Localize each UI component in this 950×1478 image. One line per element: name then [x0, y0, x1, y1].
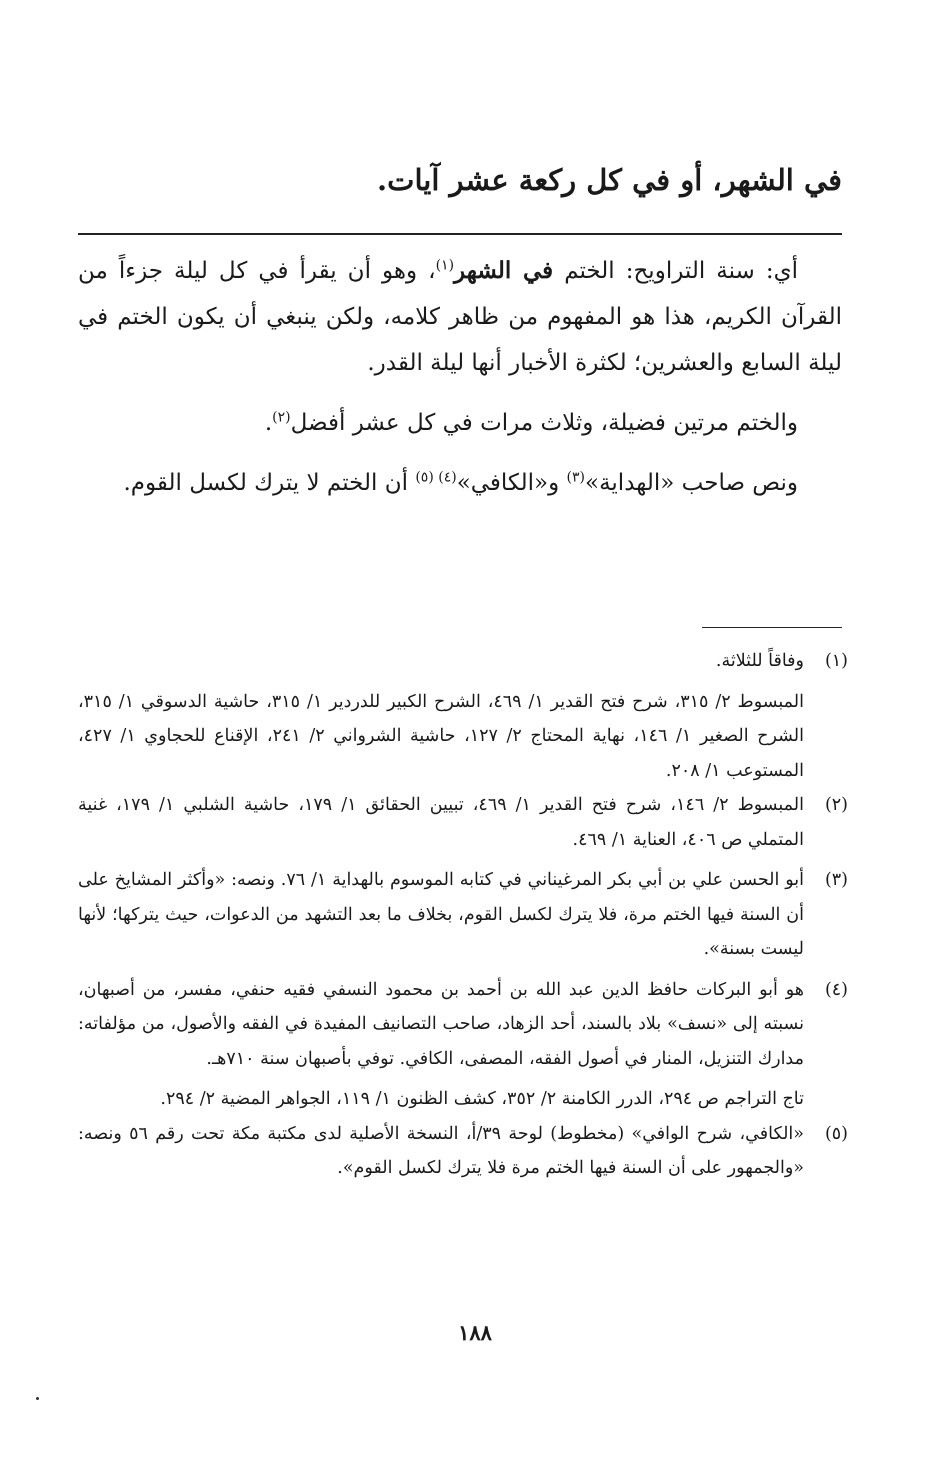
commentary-paragraph-1 [78, 248, 842, 386]
footnote-number: (٥) [824, 1123, 848, 1144]
footnote-sources: تاج التراجم ص ٢٩٤، الدرر الكامنة ٢/ ٣٥٢، كشف الظنون ١/ ١١٩، الجواهر المضية ٢/ ٢٩٤. [160, 1089, 804, 1109]
footnote-ref-4-5[interactable]: (٤) (٥) [415, 469, 457, 486]
commentary-text: والختم مرتين فضيلة، وثلاث مرات في كل عشر أفضل [290, 410, 798, 436]
commentary-bold-quote: في الشهر [454, 257, 554, 284]
commentary-text: أي: سنة التراويح: الختم [553, 258, 798, 284]
footnote-ref-3[interactable]: (٣) [566, 469, 585, 486]
footnote-1 [78, 644, 848, 788]
footnote-ref-1[interactable]: (١) [435, 257, 455, 274]
commentary-text: أن الختم لا يترك لكسل القوم. [123, 470, 416, 496]
commentary-text: ونص صاحب «الهداية» [585, 470, 798, 496]
footnote-divider [702, 627, 842, 628]
commentary-text: ، وهو أن يقرأ في كل ليلة جزءاً من القرآن الكريم، هذا هو المفهوم من ظاهر كلامه، ولكن ينبغي أن يكون الختم في ليلة السابع والعشرين؛ لكثرة الأخبار أنها ليلة القدر. [78, 258, 842, 376]
footnote-3 [78, 863, 848, 967]
footnote-ref-2[interactable]: (٢) [272, 409, 291, 426]
footnote-sources: المبسوط ٢/ ٣١٥، شرح فتح القدير ١/ ٤٦٩، الشرح الكبير للدردير ١/ ٣١٥، حاشية الدسوقي ١/ ٣١٥، الشرح الصغير ١/ ١٤٦، نهاية المحتاج ٢/ ١٢٧، حاشية الشرواني ٢/ ٢٤١، الإقناع للحجاوي ١/ ٤٢٧، المستوعب ١/ ٢٠٨. [78, 691, 804, 781]
commentary-paragraph-2 [78, 400, 842, 446]
page-number: ١٨٨ [458, 1320, 492, 1345]
footnote-number: (١) [824, 651, 848, 671]
commentary-text: . [264, 410, 273, 436]
footnote-number: (٣) [824, 870, 848, 890]
footnote-5 [78, 1117, 848, 1186]
commentary-text: و«الكافي» [456, 470, 567, 496]
footnote-text: المبسوط ٢/ ١٤٦، شرح فتح القدير ١/ ٤٦٩، تبيين الحقائق ١/ ١٧٩، حاشية الشلبي ١/ ١٧٩، غنية المتملي ص ٤٠٦، العناية ١/ ٤٦٩. [78, 795, 804, 850]
commentary-paragraph-3 [78, 460, 842, 506]
matn-text: في الشهر، أو في كل ركعة عشر آيات. [377, 163, 842, 197]
footnote-text: أبو الحسن علي بن أبي بكر المرغيناني في كتابه الموسوم بالهداية ١/ ٧٦. ونصه: «وأكثر المشايخ على أن السنة فيها الختم مرة، فلا يترك لكسل القوم، بخلاف ما بعد التشهد من الدعوات، حيث يتركها؛ لأنها ليست بسنة». [78, 870, 804, 959]
footnote-text: هو أبو البركات حافظ الدين عبد الله بن أحمد بن محمود النسفي فقيه حنفي، مفسر، من أصبهان، نسبته إلى «نسف» بلاد بالسند، أحد الزهاد، صاحب التصانيف المفيدة في الفقه والأصول، من مؤلفاته: مدارك التنزيل، المنار في أصول الفقه، المصفى، الكافي. توفي بأصبهان سنة ٧١٠هـ. [78, 979, 804, 1069]
footnote-2 [78, 788, 848, 857]
scan-speck [36, 1397, 39, 1400]
footnote-number: (٤) [824, 979, 848, 1000]
footnote-text: «الكافي، شرح الوافي» (مخطوط) لوحة ٣٩/أ، النسخة الأصلية لدى مكتبة مكة تحت رقم ٥٦ ونصه: «والجمهور على أن السنة فيها الختم مرة فلا يترك لكسل القوم». [78, 1123, 805, 1178]
footnotes [78, 644, 848, 1192]
footnote-text: وفاقاً للثلاثة. [715, 651, 804, 671]
footnote-number: (٢) [824, 795, 848, 815]
commentary [78, 248, 842, 520]
footnote-4 [78, 973, 848, 1117]
matn-divider [78, 233, 842, 235]
